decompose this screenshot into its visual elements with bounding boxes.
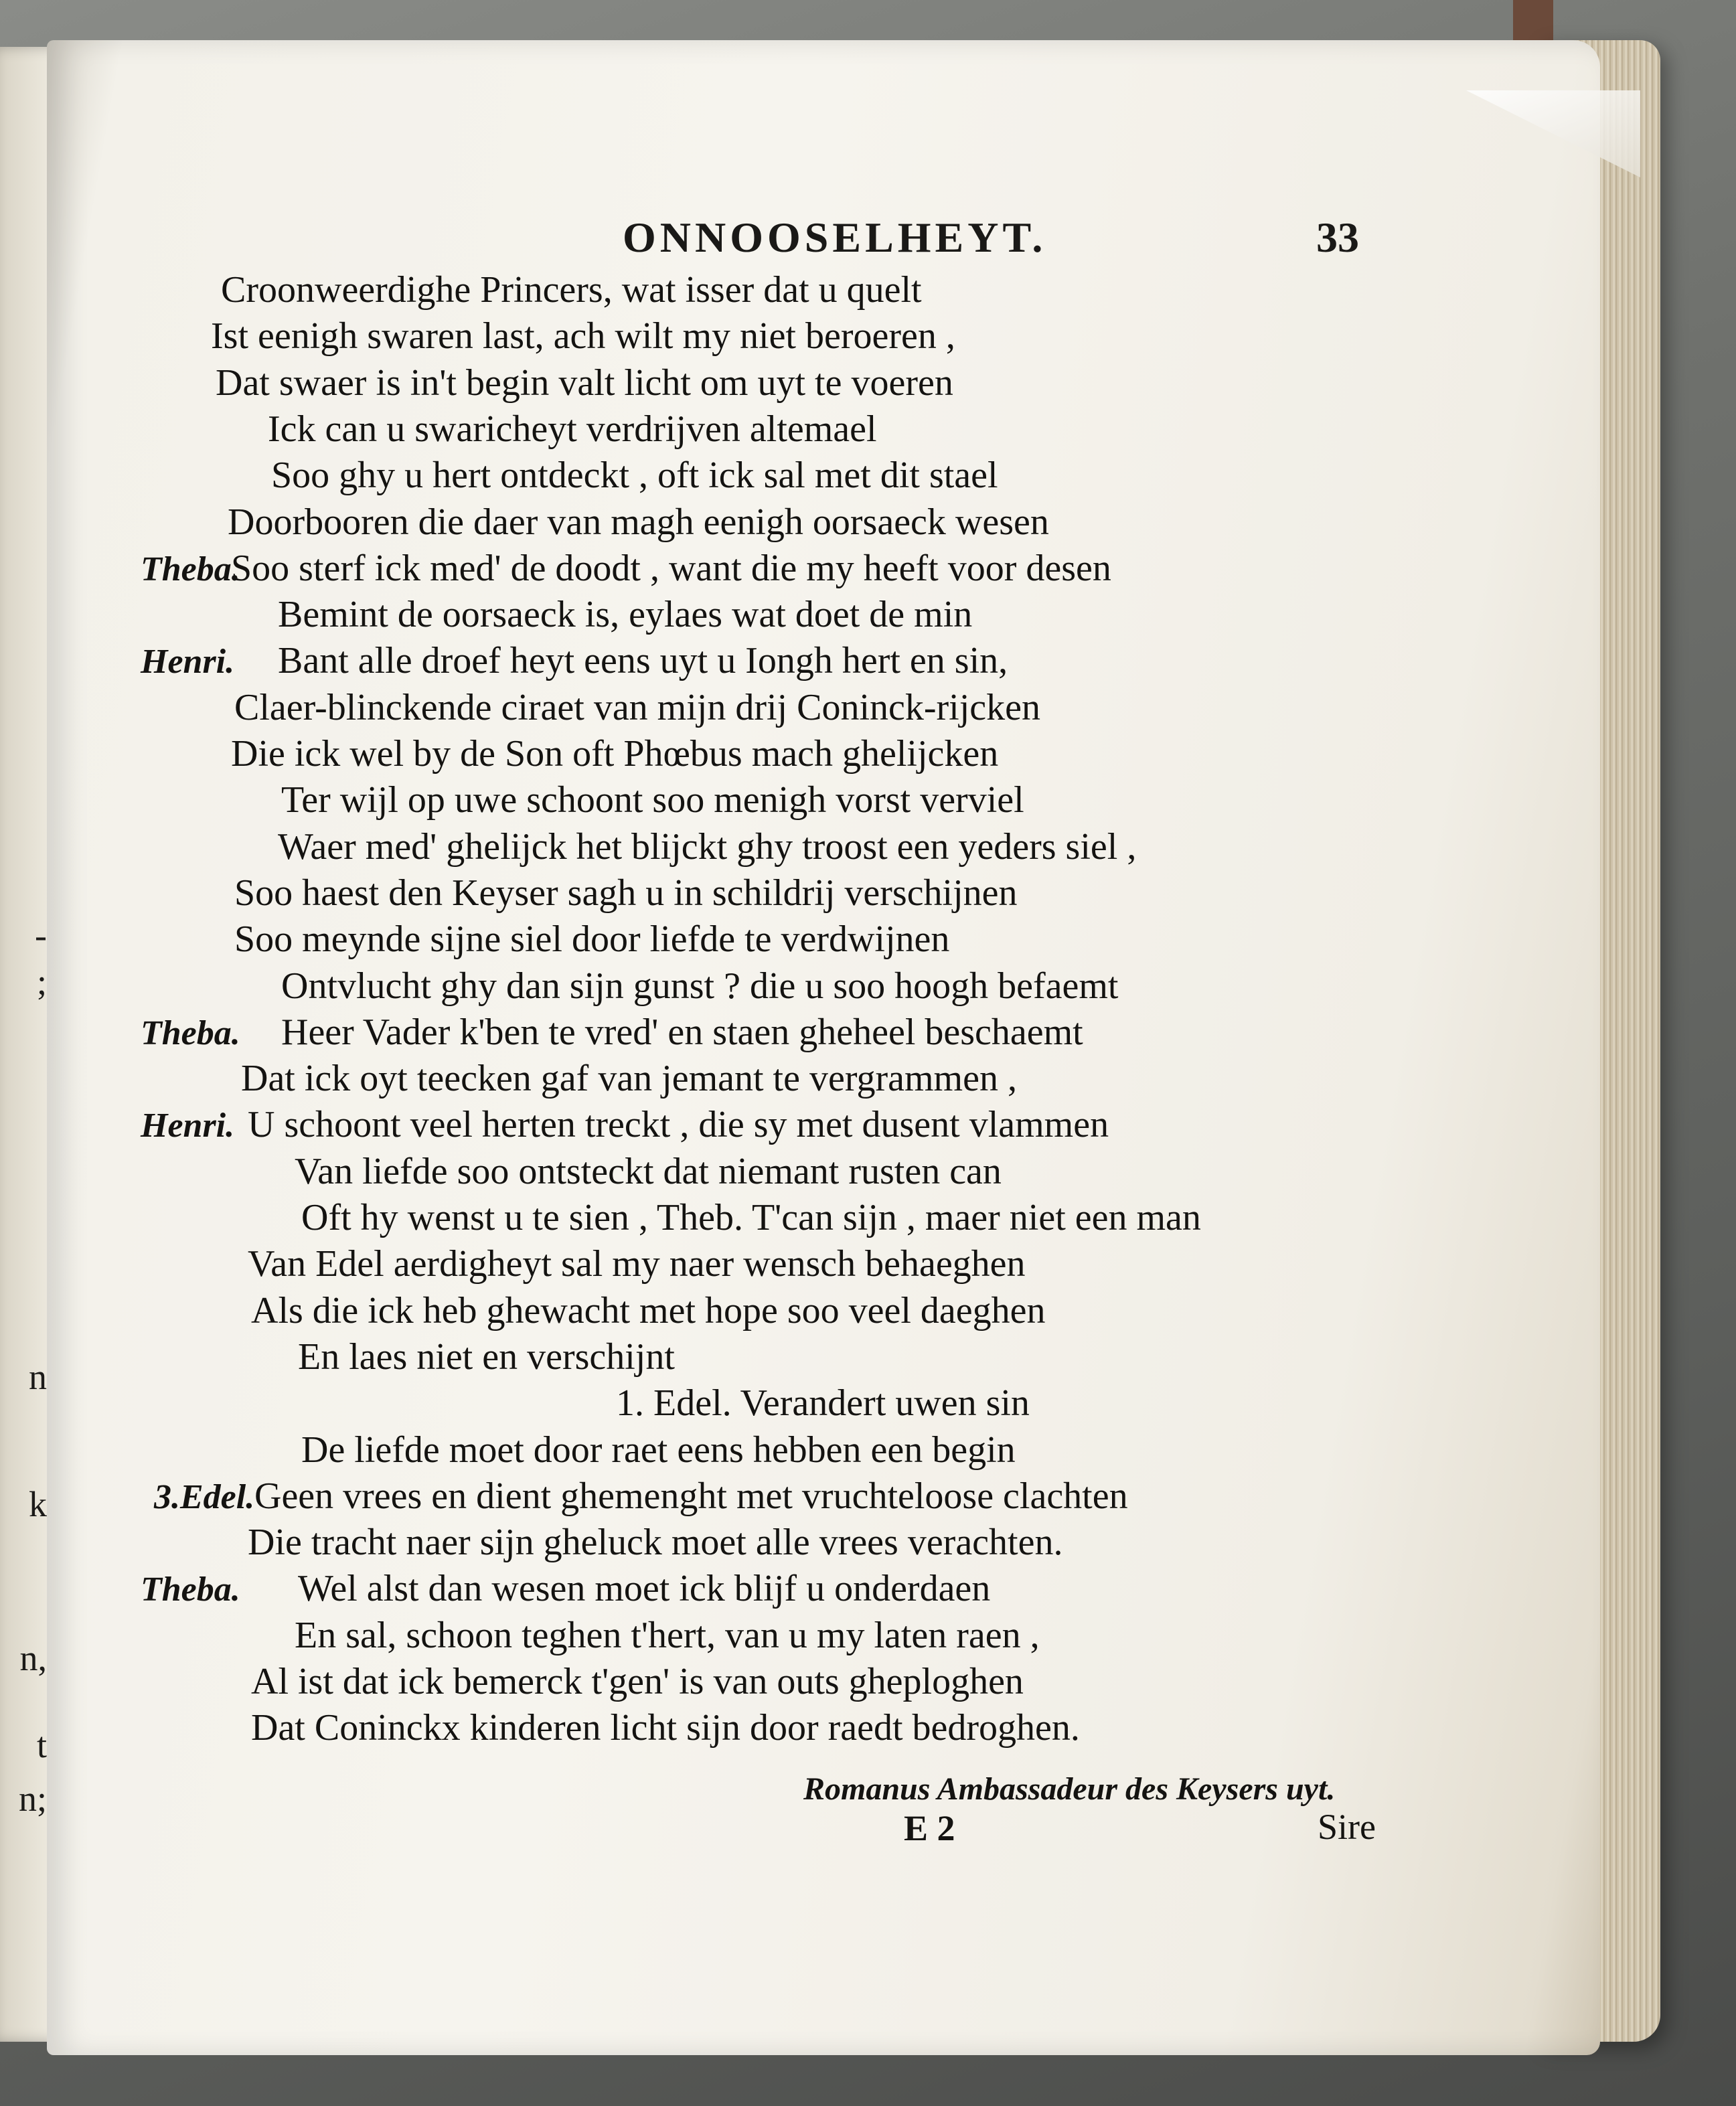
- verse-line: Wel alst dan wesen moet ick blijf u onderdaen: [298, 1568, 991, 1609]
- catchword: Sire: [1318, 1807, 1376, 1847]
- verse-line: Geen vrees en dient ghemenght met vruchteloose clachten: [254, 1475, 1128, 1517]
- left-margin-fragment: n: [29, 1357, 47, 1397]
- book-page: [47, 40, 1600, 2055]
- verse-line: Ontvlucht ghy dan sijn gunst ? die u soo hoogh befaemt: [281, 965, 1119, 1007]
- verse-line: Soo ghy u hert ontdeckt , oft ick sal met dit stael: [271, 455, 998, 496]
- verse-line: Croonweerdighe Princers, wat isser dat u quelt: [221, 269, 922, 311]
- stage-direction: Romanus Ambassadeur des Keysers uyt.: [803, 1771, 1336, 1807]
- verse-line: Claer-blinckende ciraet van mijn drij Coninck-rijcken: [234, 687, 1040, 728]
- signature-mark: E 2: [904, 1808, 955, 1848]
- verse-line: U schoont veel herten treckt , die sy met dusent vlammen: [248, 1104, 1109, 1145]
- verse-line: Bant alle droef heyt eens uyt u Iongh hert en sin,: [278, 640, 1008, 681]
- verse-line: Van liefde soo ontsteckt dat niemant rusten can: [295, 1151, 1002, 1192]
- book-cover-edge: [1513, 0, 1553, 40]
- verse-line: Al ist dat ick bemerck t'gen' is van outs gheploghen: [251, 1661, 1024, 1702]
- left-margin-fragment: k: [29, 1484, 47, 1524]
- verse-line: Dat swaer is in't begin valt licht om uyt te voeren: [216, 362, 953, 404]
- verse-line: 1. Edel. Verandert uwen sin: [616, 1382, 1030, 1424]
- left-margin-fragment: n,: [19, 1638, 47, 1678]
- verse-line: Van Edel aerdigheyt sal my naer wensch behaeghen: [248, 1243, 1026, 1285]
- left-margin-fragment: ;: [36, 962, 47, 1002]
- verse-line: En laes niet en verschijnt: [298, 1336, 675, 1378]
- left-margin-fragment: -: [35, 915, 47, 955]
- verse-line: Ick can u swaricheyt verdrijven altemael: [268, 408, 877, 450]
- verse-line: En sal, schoon teghen t'hert, van u my laten raen ,: [295, 1615, 1040, 1656]
- verse-line: Waer med' ghelijck het blijckt ghy troost een yeders siel ,: [278, 826, 1137, 868]
- running-head: ONNOOSELHEYT.: [623, 214, 1047, 261]
- verse-line: Die ick wel by de Son oft Phœbus mach ghelijcken: [231, 733, 999, 775]
- verse-line: Soo sterf ick med' de doodt , want die my heeft voor desen: [231, 548, 1111, 589]
- speaker-label: Theba.: [141, 1570, 240, 1609]
- speaker-label: Henri.: [141, 643, 235, 681]
- verse-line: Doorbooren die daer van magh eenigh oorsaeck wesen: [228, 501, 1049, 543]
- speaker-label: Theba.: [141, 550, 240, 588]
- page-number: 33: [1316, 214, 1359, 261]
- verse-line: Dat Coninckx kinderen licht sijn door raedt bedroghen.: [251, 1707, 1080, 1749]
- verse-line: Oft hy wenst u te sien , Theb. T'can sijn , maer niet een man: [301, 1197, 1201, 1238]
- speaker-label: Theba.: [141, 1014, 240, 1052]
- verse-line: Bemint de oorsaeck is, eylaes wat doet de min: [278, 594, 973, 635]
- left-margin-fragment: t: [36, 1725, 47, 1765]
- verse-line: De liefde moet door raet eens hebben een begin: [301, 1429, 1016, 1471]
- verse-line: Als die ick heb ghewacht met hope soo veel daeghen: [251, 1290, 1046, 1331]
- verse-line: Dat ick oyt teecken gaf van jemant te vergrammen ,: [241, 1058, 1017, 1099]
- verse-line: Soo haest den Keyser sagh u in schildrij verschijnen: [234, 872, 1018, 914]
- left-margin-fragment: n;: [18, 1779, 47, 1819]
- verse-line: Ter wijl op uwe schoont soo menigh vorst verviel: [281, 779, 1024, 821]
- verse-line: Die tracht naer sijn gheluck moet alle vrees verachten.: [248, 1522, 1063, 1563]
- speaker-label: 3.Edel.: [154, 1478, 255, 1516]
- verse-line: Ist eenigh swaren last, ach wilt my niet beroeren ,: [211, 315, 955, 357]
- folded-corner: [1466, 90, 1640, 177]
- verse-line: Heer Vader k'ben te vred' en staen gheheel beschaemt: [281, 1011, 1083, 1053]
- verse-line: Soo meynde sijne siel door liefde te verdwijnen: [234, 918, 950, 960]
- speaker-label: Henri.: [141, 1107, 235, 1145]
